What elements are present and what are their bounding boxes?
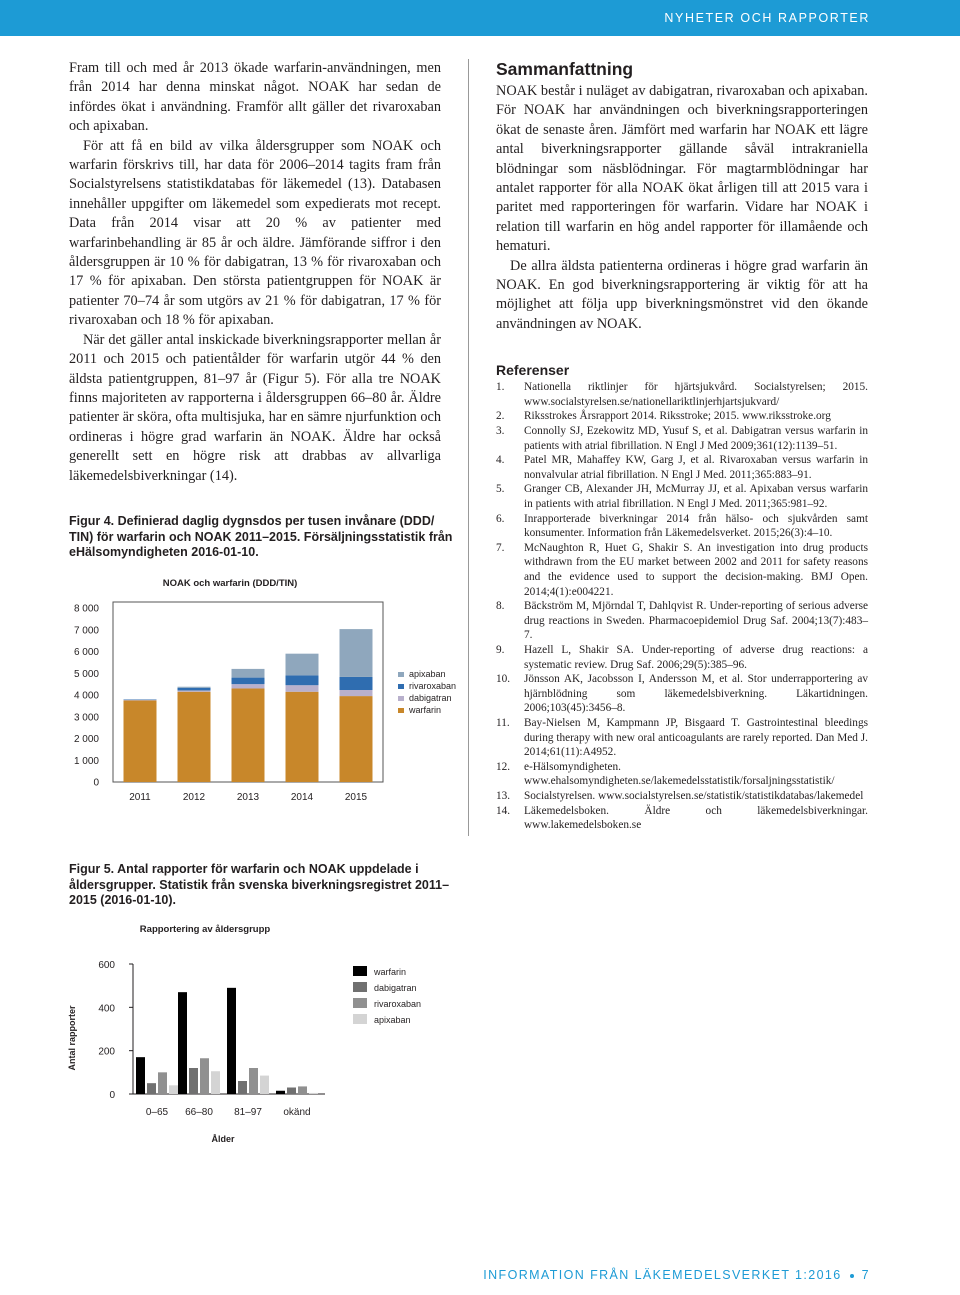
reference-item [496,380,868,409]
reference-number: 4. [496,454,505,467]
reference-item [496,599,868,643]
bar-apixaban [309,1093,318,1094]
legend-label: rivaroxaban [374,999,422,1009]
bar-warfarin [178,992,187,1094]
reference-item [496,512,868,541]
y-tick-label: 400 [98,1003,115,1015]
reference-item [496,409,868,424]
legend-swatch-warfarin [353,966,367,976]
reference-item [496,482,868,511]
bar-segment-dabigatran [232,684,265,688]
publication-name: INFORMATION FRÅN LÄKEMEDELSVERKET 1:2016 [483,1268,842,1282]
reference-number: 12. [496,760,511,773]
reference-number: 1. [496,381,505,394]
bar-segment-dabigatran [340,690,373,696]
reference-item [496,453,868,482]
reference-number: 5. [496,483,505,496]
legend-swatch-rivaroxaban [353,998,367,1008]
y-tick-label: 200 [98,1046,115,1058]
body-paragraph: När det gäller antal inskickade biverkningsrapporter mellan år 2011 och 2015 och patientålder för warfarin utgör 44 % den äldsta patientgruppen, 81–97 år (Figur 5). För alla tre NOAK finns majoriteten av rapporterna i åldersgruppen 66–80 år. Äldre patienter är sköra, ofta multisjuka, har en sämre njurfunktion och ordineras i högre grad warfarin än NOAK. Äldre har också generellt sett en högre risk att drabbas av allvarliga läkemedelsbiverkningar (14). [69,331,441,484]
bar-warfarin [136,1057,145,1094]
x-axis-label: Ålder [211,1134,235,1144]
bar-segment-dabigatran [286,685,319,692]
separator-dot [850,1274,854,1278]
chart-title: NOAK och warfarin (DDD/TIN) [162,578,298,589]
column-divider [468,59,469,836]
y-tick-label: 5 000 [73,668,99,680]
reference-item [496,541,868,599]
x-tick-label: okänd [283,1107,311,1118]
section-title: NYHETER OCH RAPPORTER [664,11,870,25]
x-tick-label: 0–65 [145,1107,169,1118]
page-number: 7 [861,1268,870,1282]
y-tick-label: 600 [98,960,115,971]
bar-segment-dabigatran [124,700,157,701]
legend-label: warfarin [374,967,407,977]
reference-text: McNaughton R, Huet G, Shakir S. An investigation into drug products withdrawn from the EU market between 2002 and 2011 for safety reasons and the evidence used to support the decision-making. BMJ Open. 2014;4(1):e004221. [524,541,868,598]
reference-item [496,804,868,833]
reference-number: 7. [496,541,505,554]
y-tick-label: 3 000 [73,712,99,724]
reference-text: Hazell L, Shakir SA. Under-reporting of adverse drug reactions: a systematic review. Drug Saf. 2006;29(5):385–96. [524,643,868,671]
legend-label: apixaban [374,1015,411,1025]
reference-item [496,643,868,672]
right-column [496,59,868,833]
bar-apixaban [260,1076,269,1094]
bar-segment-apixaban [232,669,265,678]
reference-item [496,716,868,760]
reference-text: Bäckström M, Mjörndal T, Dahlqvist R. Under-reporting of serious adverse drug reactions in Sweden. Pharmacoepidemiol Drug Saf. 2004;13(7):483–7. [524,600,868,642]
bar-segment-rivaroxaban [178,688,211,691]
chart-title: Rapportering av åldersgrupp [139,924,271,935]
y-tick-label: 0 [109,1090,115,1101]
left-column [69,59,441,486]
reference-number: 13. [496,789,511,802]
reference-text: e-Hälsomyndigheten. www.ehalsomyndigheten.se/lakemedelsstatistik/forsaljningsstatistik/ [524,760,835,788]
figure-4-chart [55,570,465,815]
reference-text: Riksstrokes Årsrapport 2014. Riksstroke; 2015. www.riksstroke.org [524,410,831,423]
bar-segment-dabigatran [178,690,211,691]
reference-number: 8. [496,600,505,613]
x-tick-label: 66–80 [185,1107,213,1118]
figure-4-caption: Figur 4. Definierad daglig dygnsdos per tusen invånare (DDD/ TIN) för warfarin och NOAK 2011–2015. Försäljningsstatistik från eHälsomyndigheten 2016-01-10. [69,514,453,559]
x-tick-label: 2014 [290,792,314,803]
bar-segment-apixaban [286,654,319,676]
legend-label: dabigatran [409,693,452,703]
bar-dabigatran [147,1083,156,1094]
reference-text: Connolly SJ, Ezekowitz MD, Yusuf S, et al. Dabigatran versus warfarin in patients with atrial fibrillation. N Engl J Med 2009;361(12):1139–51. [524,425,868,452]
bar-dabigatran [287,1088,296,1095]
y-tick-label: 1 000 [73,755,99,767]
bar-rivaroxaban [298,1086,307,1094]
figure-5-chart [55,918,455,1148]
y-axis-label: Antal rapporter [67,1005,77,1071]
reference-number: 11. [496,716,510,729]
reference-number: 2. [496,410,505,423]
summary-paragraph: De allra äldsta patienterna ordineras i högre grad warfarin än NOAK. En god biverkningsrapportering är viktig för att ha möjlighet att följa upp biverkningsmönstret vid den ökande användningen av NOAK. [496,257,868,332]
footer [483,1268,870,1282]
reference-number: 3. [496,425,505,438]
reference-text: Jönsson AK, Jacobsson I, Andersson M, et al. Stor underrapportering av hjärnblödning som läkemedelsbiverkning. Läkartidningen. 2006;103(45):3456–8. [524,673,868,715]
bar-segment-rivaroxaban [340,677,373,690]
body-paragraph: Fram till och med år 2013 ökade warfarin-användningen, men från 2014 har denna minskat något. NOAK har sedan de infördes ökat i användning. Framför allt gäller det rivaroxaban och apixaban. [69,60,441,135]
body-paragraph: För att få en bild av vilka åldersgrupper som NOAK och warfarin förskrivs till, har data för 2006–2014 tagits fram från Socialstyrelsens statistikdatabas för läkemedel (13). Databasen innehåller uppgifter om läkemedel som expedierats mot recept. Data från 2014 visar att 20 % av patienter med warfarinbehandling är 85 år och äldre. Jämförande siffror i den åldersgruppen är 10 % för dabigatran, 13 % för rivaroxaban och 17 % för apixaban. Den största patientgruppen för NOAK är patienter 70–74 år som utgörs av 21 % för dabigatran, 17 % för rivaroxaban och 18 % för apixaban. [69,137,441,329]
reference-number: 6. [496,512,505,525]
y-tick-label: 6 000 [73,647,99,658]
reference-item [496,672,868,716]
reference-text: Läkemedelsboken. Äldre och läkemedelsbiverkningar. www.lakemedelsboken.se [524,804,868,832]
x-tick-label: 2015 [344,792,368,803]
bar-apixaban [211,1071,220,1094]
legend-swatch-dabigatran [398,696,404,701]
bar-segment-warfarin [286,692,319,782]
bar-warfarin [276,1091,285,1094]
bar-dabigatran [189,1068,198,1094]
legend-swatch-apixaban [398,672,404,677]
references-heading: Referenser [496,362,570,379]
y-tick-label: 2 000 [73,734,99,745]
bar-segment-apixaban [178,687,211,688]
legend-swatch-rivaroxaban [398,684,404,689]
x-tick-label: 81–97 [234,1107,262,1118]
bar-segment-warfarin [124,700,157,782]
reference-number: 10. [496,673,511,686]
reference-number: 9. [496,643,505,656]
x-tick-label: 2013 [236,792,260,803]
reference-item [496,424,868,453]
x-tick-label: 2011 [129,792,151,803]
bar-rivaroxaban [158,1072,167,1094]
x-tick-label: 2012 [182,792,206,803]
reference-text: Patel MR, Mahaffey KW, Garg J, et al. Rivaroxaban versus warfarin in nonvalvular atrial fibrillation. N Engl J Med. 2011;365:883–91. [524,454,868,481]
bar-warfarin [227,988,236,1094]
bar-segment-apixaban [340,629,373,677]
bar-segment-warfarin [178,692,211,782]
summary-paragraph: NOAK består i nuläget av dabigatran, rivaroxaban och apixaban. För NOAK har användningen och biverkningsrapporteringen ökat de senaste åren. Jämfört med warfarin har NOAK ett lägre antal biverkningsrapporter gällande såväl intrakraniella blödningar som näsblödningar. För magtarmblödningar har antalet rapporter för alla NOAK ökat årligen till att 2015 vara i paritet med rapporteringen för warfarin. Vidare har NOAK i relation till warfarin en hög andel rapporter för illamående och hematuri. [496,83,868,255]
y-tick-label: 8 000 [73,603,99,615]
bar-segment-warfarin [232,688,265,782]
y-tick-label: 7 000 [73,625,99,637]
reference-text: Socialstyrelsen. www.socialstyrelsen.se/statistik/statistikdatabas/lakemedel [524,789,864,802]
legend-label: warfarin [409,705,442,715]
legend-label: rivaroxaban [409,681,457,691]
reference-text: Nationella riktlinjer för hjärtsjukvård. Socialstyrelsen; 2015. www.socialstyrelsen.se/nationellariktlinjerhjartsjukvard/ [524,381,868,408]
bar-segment-warfarin [340,696,373,782]
bar-segment-rivaroxaban [232,678,265,685]
reference-number: 14. [496,804,511,817]
summary-heading: Sammanfattning [496,59,634,79]
reference-text: Bay-Nielsen M, Kampmann JP, Bisgaard T. Gastrointestinal bleedings during therapy with new oral anticoagulants are rarely reported. Dan Med J. 2014;61(11):A4952. [524,716,868,759]
reference-item [496,789,868,804]
bar-rivaroxaban [200,1058,209,1094]
y-tick-label: 4 000 [73,690,99,702]
reference-text: Inrapporterade biverkningar 2014 från hälso- och sjukvården samt konsumenter. Information från Läkemedelsverket. 2015;26(3):4–10. [524,512,868,540]
legend-label: apixaban [409,669,446,679]
reference-text: Granger CB, Alexander JH, McMurray JJ, et al. Apixaban versus warfarin in patients with atrial fibrillation. N Engl J Med. 2011;365:981–92. [524,483,868,511]
bar-rivaroxaban [249,1068,258,1094]
header-bar [0,0,960,36]
bar-dabigatran [238,1081,247,1094]
bar-segment-rivaroxaban [286,675,319,685]
legend-swatch-warfarin [398,708,404,713]
references-list [496,380,868,832]
legend-swatch-apixaban [353,1014,367,1024]
bar-apixaban [169,1085,178,1094]
legend-swatch-dabigatran [353,982,367,992]
figure-5-caption: Figur 5. Antal rapporter för warfarin och NOAK uppdelade i åldersgrupper. Statistik från svenska biverkningsregistret 2011–2015 (2016-01-10). [69,862,450,907]
y-tick-label: 0 [93,777,99,789]
legend-label: dabigatran [374,983,417,993]
reference-item [496,760,868,789]
